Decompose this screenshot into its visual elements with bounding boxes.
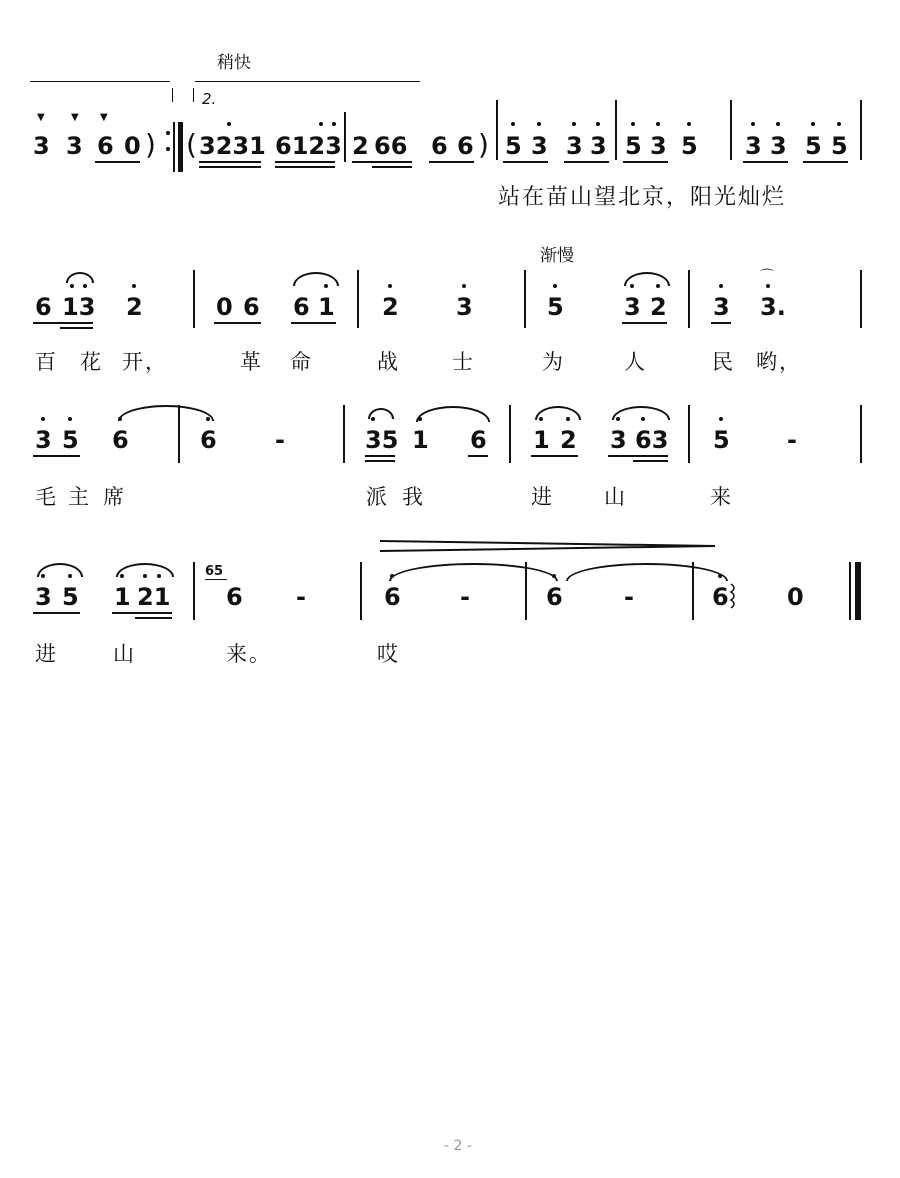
octave-dot bbox=[70, 284, 74, 288]
dash: - bbox=[296, 583, 306, 611]
note: 3 bbox=[531, 132, 548, 160]
ending-number: 2. bbox=[202, 90, 217, 108]
underline-beam bbox=[275, 166, 335, 168]
note: 3 bbox=[35, 583, 52, 611]
octave-dot bbox=[388, 284, 392, 288]
octave-dot bbox=[319, 122, 323, 126]
lyrics: 站在苗山望北京，阳光灿烂 bbox=[498, 185, 787, 210]
dash: - bbox=[624, 583, 634, 611]
note-group: 63 bbox=[635, 426, 669, 454]
paren-close: ) bbox=[478, 128, 489, 161]
barline bbox=[524, 270, 526, 328]
note: 3 bbox=[610, 426, 627, 454]
barline bbox=[343, 405, 345, 463]
note-group: 66 bbox=[374, 132, 408, 160]
barline bbox=[360, 562, 362, 620]
octave-dot bbox=[41, 574, 45, 578]
barline bbox=[688, 405, 690, 463]
note: 6 bbox=[457, 132, 474, 160]
lyric: 为 bbox=[542, 350, 565, 374]
note-group: 6123 bbox=[275, 132, 342, 160]
underline-beam bbox=[112, 612, 172, 614]
lyric: 战 bbox=[377, 350, 400, 374]
note: 6 bbox=[431, 132, 448, 160]
slur bbox=[293, 272, 339, 286]
dash: - bbox=[787, 426, 797, 454]
accent-mark: ▼ bbox=[37, 112, 45, 123]
slur bbox=[66, 272, 94, 283]
note: 5 bbox=[547, 293, 564, 321]
barline bbox=[344, 112, 346, 162]
note: 0 bbox=[787, 583, 804, 611]
ending-bracket-line bbox=[30, 81, 170, 82]
repeat-barline bbox=[173, 122, 175, 172]
underline-beam bbox=[564, 161, 609, 163]
underline-beam bbox=[468, 455, 488, 457]
note: 5 bbox=[681, 132, 698, 160]
octave-dot bbox=[641, 417, 645, 421]
lyric: 开， bbox=[122, 350, 168, 374]
lyric: 士 bbox=[452, 350, 475, 374]
note-group: 21 bbox=[137, 583, 171, 611]
note: 2 bbox=[650, 293, 667, 321]
octave-dot bbox=[811, 122, 815, 126]
lyric: 毛 bbox=[35, 485, 58, 509]
octave-dot bbox=[776, 122, 780, 126]
octave-dot bbox=[511, 122, 515, 126]
note: 3 bbox=[650, 132, 667, 160]
octave-dot bbox=[41, 417, 45, 421]
note: 6 bbox=[112, 426, 129, 454]
note-group: 13 bbox=[62, 293, 96, 321]
note: 5 bbox=[62, 583, 79, 611]
underline-beam bbox=[372, 166, 412, 168]
underline-beam bbox=[365, 455, 395, 457]
final-barline-thick bbox=[855, 562, 861, 620]
octave-dot bbox=[132, 284, 136, 288]
octave-dot bbox=[719, 284, 723, 288]
tempo-marking: 稍快 bbox=[217, 53, 251, 73]
note: 3 bbox=[456, 293, 473, 321]
repeat-barline-thick bbox=[178, 122, 183, 172]
octave-dot bbox=[332, 122, 336, 126]
dash: - bbox=[275, 426, 285, 454]
octave-dot bbox=[596, 122, 600, 126]
note: 6 bbox=[200, 426, 217, 454]
octave-dot bbox=[206, 417, 210, 421]
octave-dot bbox=[418, 417, 422, 421]
underline-beam bbox=[135, 617, 172, 619]
note: 6 bbox=[546, 583, 563, 611]
octave-dot bbox=[539, 417, 543, 421]
lyric: 花 bbox=[80, 350, 103, 374]
note: 6 bbox=[470, 426, 487, 454]
barline bbox=[730, 100, 732, 160]
underline-beam bbox=[33, 612, 80, 614]
note: 1 bbox=[318, 293, 335, 321]
note: 3. bbox=[760, 293, 786, 321]
octave-dot bbox=[324, 284, 328, 288]
note: 5 bbox=[831, 132, 848, 160]
tie bbox=[389, 563, 558, 581]
barline bbox=[509, 405, 511, 463]
underline-beam bbox=[622, 322, 667, 324]
barline bbox=[496, 100, 498, 160]
underline-beam bbox=[214, 322, 261, 324]
lyric: 人 bbox=[624, 350, 647, 374]
lyric: 进 bbox=[35, 642, 58, 666]
note: 1 bbox=[114, 583, 131, 611]
note: 1 bbox=[533, 426, 550, 454]
underline-beam bbox=[365, 460, 395, 462]
barline bbox=[178, 405, 180, 463]
octave-dot bbox=[616, 417, 620, 421]
barline bbox=[860, 100, 862, 160]
octave-dot bbox=[631, 122, 635, 126]
dash: - bbox=[460, 583, 470, 611]
octave-dot bbox=[656, 284, 660, 288]
barline bbox=[688, 270, 690, 328]
barline bbox=[615, 100, 617, 160]
octave-dot bbox=[227, 122, 231, 126]
note: 3 bbox=[66, 132, 83, 160]
octave-dot bbox=[371, 417, 375, 421]
note: 5 bbox=[805, 132, 822, 160]
underline-beam bbox=[429, 161, 474, 163]
note: 3 bbox=[713, 293, 730, 321]
barline bbox=[525, 562, 527, 620]
note: 0 bbox=[216, 293, 233, 321]
note: 2 bbox=[126, 293, 143, 321]
paren-open: ( bbox=[186, 128, 197, 161]
glissando-icon bbox=[728, 582, 744, 610]
octave-dot bbox=[566, 417, 570, 421]
octave-dot bbox=[68, 417, 72, 421]
note: 5 bbox=[62, 426, 79, 454]
note: 2 bbox=[382, 293, 399, 321]
underline-beam bbox=[711, 322, 731, 324]
lyric: 哎 bbox=[377, 642, 400, 666]
note-group: 3231 bbox=[199, 132, 266, 160]
accent-mark: ▼ bbox=[100, 112, 108, 123]
barline bbox=[860, 405, 862, 463]
note: 3 bbox=[770, 132, 787, 160]
note: 6 bbox=[97, 132, 114, 160]
ending-bracket-line bbox=[195, 81, 420, 82]
underline-beam bbox=[608, 455, 668, 457]
slur bbox=[118, 405, 214, 421]
note: 6 bbox=[243, 293, 260, 321]
underline-beam bbox=[352, 161, 412, 163]
note-group: 35 bbox=[365, 426, 399, 454]
octave-dot bbox=[68, 574, 72, 578]
note: 3 bbox=[590, 132, 607, 160]
lyric: 来 bbox=[710, 485, 733, 509]
note: 3 bbox=[745, 132, 762, 160]
underline-beam bbox=[633, 460, 668, 462]
lyric: 主 bbox=[68, 485, 91, 509]
octave-dot bbox=[390, 574, 394, 578]
underline-beam bbox=[803, 161, 848, 163]
octave-dot bbox=[143, 574, 147, 578]
octave-dot bbox=[687, 122, 691, 126]
octave-dot bbox=[83, 284, 87, 288]
underline-beam bbox=[743, 161, 788, 163]
note: 3 bbox=[624, 293, 641, 321]
octave-dot bbox=[120, 574, 124, 578]
note: 5 bbox=[505, 132, 522, 160]
lyric: 百 bbox=[35, 350, 58, 374]
barline bbox=[692, 562, 694, 620]
ending-bracket-tick bbox=[193, 88, 194, 102]
note: 6 bbox=[226, 583, 243, 611]
underline-beam bbox=[199, 166, 261, 168]
barline bbox=[860, 270, 862, 328]
lyric: 来。 bbox=[226, 642, 272, 666]
tempo-marking: 渐慢 bbox=[540, 246, 574, 266]
underline-beam bbox=[503, 161, 548, 163]
note: 3 bbox=[566, 132, 583, 160]
note: 2 bbox=[560, 426, 577, 454]
underline-beam bbox=[199, 161, 261, 163]
note: 6 bbox=[35, 293, 52, 321]
note: 1 bbox=[412, 426, 429, 454]
fermata-icon: ⌒ bbox=[760, 269, 774, 285]
grace-beam bbox=[205, 579, 227, 580]
lyric: 席 bbox=[103, 485, 126, 509]
lyric: 进 bbox=[531, 485, 554, 509]
octave-dot bbox=[462, 284, 466, 288]
note: 6 bbox=[384, 583, 401, 611]
lyric: 山 bbox=[604, 485, 627, 509]
paren-close: ) bbox=[145, 128, 156, 161]
underline-beam bbox=[33, 455, 80, 457]
slur bbox=[416, 406, 490, 422]
final-barline bbox=[849, 562, 851, 620]
barline bbox=[193, 562, 195, 620]
note: 3 bbox=[35, 426, 52, 454]
grace-notes: 65 bbox=[205, 564, 224, 579]
lyric: 民 bbox=[712, 350, 735, 374]
note: 6 bbox=[293, 293, 310, 321]
lyric: 革 bbox=[240, 350, 263, 374]
octave-dot bbox=[751, 122, 755, 126]
lyric: 派 bbox=[366, 485, 389, 509]
octave-dot bbox=[718, 574, 722, 578]
octave-dot bbox=[837, 122, 841, 126]
crescendo-hairpin bbox=[380, 538, 720, 554]
note: 3 bbox=[33, 132, 50, 160]
note: 5 bbox=[713, 426, 730, 454]
octave-dot bbox=[552, 574, 556, 578]
underline-beam bbox=[60, 327, 93, 329]
octave-dot bbox=[630, 284, 634, 288]
barline bbox=[357, 270, 359, 328]
tie bbox=[566, 563, 728, 581]
octave-dot bbox=[572, 122, 576, 126]
octave-dot bbox=[553, 284, 557, 288]
note: 6 bbox=[712, 583, 729, 611]
barline bbox=[193, 270, 195, 328]
repeat-dot bbox=[166, 131, 170, 135]
lyric: 我 bbox=[402, 485, 425, 509]
underline-beam bbox=[275, 161, 335, 163]
lyric: 山 bbox=[113, 642, 136, 666]
octave-dot bbox=[719, 417, 723, 421]
page-number: - 2 - bbox=[444, 1138, 472, 1154]
repeat-dot bbox=[166, 147, 170, 151]
note: 2 bbox=[352, 132, 369, 160]
note: 0 bbox=[124, 132, 141, 160]
underline-beam bbox=[623, 161, 668, 163]
underline-beam bbox=[291, 322, 336, 324]
underline-beam bbox=[33, 322, 93, 324]
accent-mark: ▼ bbox=[71, 112, 79, 123]
note: 5 bbox=[625, 132, 642, 160]
octave-dot bbox=[537, 122, 541, 126]
lyric: 哟， bbox=[756, 350, 802, 374]
octave-dot bbox=[157, 574, 161, 578]
underline-beam bbox=[531, 455, 578, 457]
underline-beam bbox=[95, 161, 140, 163]
lyric: 命 bbox=[290, 350, 313, 374]
octave-dot bbox=[656, 122, 660, 126]
ending-bracket-tick bbox=[172, 88, 173, 102]
